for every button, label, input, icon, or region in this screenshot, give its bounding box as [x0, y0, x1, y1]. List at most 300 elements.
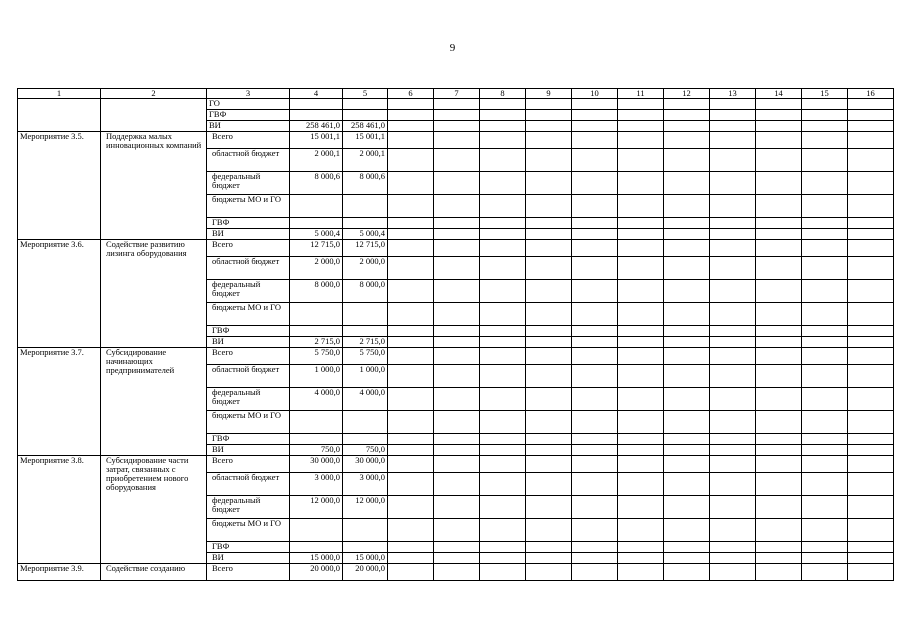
funding-source-cell: ВИ	[207, 553, 290, 564]
empty-cell	[526, 326, 572, 337]
funding-source-cell: ВИ	[207, 445, 290, 456]
empty-cell	[618, 411, 664, 434]
value-cell-col5	[343, 195, 388, 218]
funding-source-cell: областной бюджет	[207, 149, 290, 172]
header-cell: 14	[756, 89, 802, 99]
empty-cell	[572, 519, 618, 542]
empty-cell	[526, 542, 572, 553]
empty-cell	[802, 99, 848, 110]
empty-cell	[480, 337, 526, 348]
empty-cell	[572, 326, 618, 337]
value-cell-col5	[343, 326, 388, 337]
empty-cell	[664, 303, 710, 326]
funding-source-cell: бюджеты МО и ГО	[207, 303, 290, 326]
empty-cell	[480, 542, 526, 553]
empty-cell	[710, 434, 756, 445]
table-row	[18, 348, 894, 365]
funding-source-cell: федеральный бюджет	[207, 496, 290, 519]
empty-cell	[664, 365, 710, 388]
empty-cell	[664, 149, 710, 172]
funding-source-cell: ГВФ	[207, 434, 290, 445]
empty-cell	[756, 388, 802, 411]
empty-cell	[710, 445, 756, 456]
empty-cell	[526, 195, 572, 218]
empty-cell	[480, 434, 526, 445]
empty-cell	[848, 365, 894, 388]
empty-cell	[710, 303, 756, 326]
empty-cell	[526, 388, 572, 411]
empty-cell	[664, 280, 710, 303]
empty-cell	[756, 149, 802, 172]
empty-cell	[756, 445, 802, 456]
measure-name-cell: Субсидирование начинающих предпринимателей	[101, 348, 207, 456]
empty-cell	[434, 229, 480, 240]
value-cell-col5: 2 715,0	[343, 337, 388, 348]
empty-cell	[618, 240, 664, 257]
empty-cell	[664, 132, 710, 149]
value-cell-col5: 750,0	[343, 445, 388, 456]
empty-cell	[434, 553, 480, 564]
funding-source-cell: Всего	[207, 348, 290, 365]
empty-cell	[480, 365, 526, 388]
empty-cell	[710, 121, 756, 132]
empty-cell	[664, 519, 710, 542]
empty-cell	[802, 257, 848, 280]
empty-cell	[664, 411, 710, 434]
empty-cell	[756, 99, 802, 110]
value-cell-col5	[343, 218, 388, 229]
empty-cell	[802, 326, 848, 337]
empty-cell	[572, 434, 618, 445]
empty-cell	[434, 149, 480, 172]
empty-cell	[848, 411, 894, 434]
empty-cell	[388, 172, 434, 195]
empty-cell	[388, 496, 434, 519]
empty-cell	[802, 172, 848, 195]
empty-cell	[756, 257, 802, 280]
empty-cell	[756, 195, 802, 218]
header-cell: 10	[572, 89, 618, 99]
empty-cell	[710, 326, 756, 337]
measure-name-cell: Содействие созданию	[101, 564, 207, 581]
value-cell-col4: 8 000,6	[290, 172, 343, 195]
empty-cell	[572, 99, 618, 110]
empty-cell	[802, 542, 848, 553]
empty-cell	[802, 348, 848, 365]
empty-cell	[664, 456, 710, 473]
empty-cell	[526, 229, 572, 240]
empty-cell	[664, 326, 710, 337]
empty-cell	[526, 411, 572, 434]
empty-cell	[710, 496, 756, 519]
empty-cell	[618, 229, 664, 240]
empty-cell	[618, 99, 664, 110]
value-cell-col4: 15 000,0	[290, 553, 343, 564]
header-cell: 8	[480, 89, 526, 99]
empty-cell	[802, 564, 848, 581]
empty-cell	[388, 456, 434, 473]
empty-cell	[802, 218, 848, 229]
page-number: 9	[449, 42, 456, 54]
empty-cell	[388, 411, 434, 434]
empty-cell	[756, 240, 802, 257]
empty-cell	[848, 388, 894, 411]
empty-cell	[480, 326, 526, 337]
table-body	[18, 89, 894, 581]
value-cell-col4: 12 715,0	[290, 240, 343, 257]
empty-cell	[756, 348, 802, 365]
empty-cell	[388, 519, 434, 542]
empty-cell	[388, 326, 434, 337]
measure-name-cell: Содействие развитию лизинга оборудования	[101, 240, 207, 348]
empty-cell	[434, 99, 480, 110]
empty-cell	[664, 172, 710, 195]
table-row	[18, 564, 894, 581]
empty-cell	[756, 121, 802, 132]
empty-cell	[526, 303, 572, 326]
value-cell-col4: 5 750,0	[290, 348, 343, 365]
empty-cell	[802, 388, 848, 411]
empty-cell	[526, 337, 572, 348]
empty-cell	[802, 110, 848, 121]
empty-cell	[618, 445, 664, 456]
empty-cell	[434, 280, 480, 303]
value-cell-col4: 2 000,1	[290, 149, 343, 172]
empty-cell	[756, 218, 802, 229]
empty-cell	[526, 172, 572, 195]
empty-cell	[618, 519, 664, 542]
empty-cell	[480, 456, 526, 473]
empty-cell	[480, 496, 526, 519]
funding-source-cell: ГВФ	[207, 218, 290, 229]
empty-cell	[480, 172, 526, 195]
empty-cell	[848, 542, 894, 553]
measure-id-cell: Мероприятие 3.6.	[18, 240, 101, 348]
measure-id-cell: Мероприятие 3.5.	[18, 132, 101, 240]
empty-cell	[480, 257, 526, 280]
empty-cell	[388, 257, 434, 280]
value-cell-col4: 8 000,0	[290, 280, 343, 303]
empty-cell	[802, 280, 848, 303]
empty-cell	[572, 564, 618, 581]
empty-cell	[526, 110, 572, 121]
empty-cell	[756, 553, 802, 564]
empty-cell	[480, 149, 526, 172]
empty-cell	[480, 303, 526, 326]
header-cell: 16	[848, 89, 894, 99]
measure-id-cell: Мероприятие 3.7.	[18, 348, 101, 456]
empty-cell	[756, 434, 802, 445]
empty-cell	[802, 456, 848, 473]
funding-source-cell: ГВФ	[207, 326, 290, 337]
empty-cell	[756, 229, 802, 240]
empty-cell	[434, 195, 480, 218]
header-cell: 7	[434, 89, 480, 99]
empty-cell	[388, 303, 434, 326]
empty-cell	[434, 365, 480, 388]
empty-cell	[480, 229, 526, 240]
header-cell: 15	[802, 89, 848, 99]
empty-cell	[848, 121, 894, 132]
empty-cell	[618, 257, 664, 280]
empty-cell	[434, 326, 480, 337]
empty-cell	[434, 411, 480, 434]
empty-cell	[388, 240, 434, 257]
empty-cell	[710, 240, 756, 257]
empty-cell	[848, 110, 894, 121]
value-cell-col5: 5 000,4	[343, 229, 388, 240]
funding-source-cell: бюджеты МО и ГО	[207, 411, 290, 434]
empty-cell	[710, 195, 756, 218]
empty-cell	[710, 456, 756, 473]
header-cell: 6	[388, 89, 434, 99]
empty-cell	[756, 564, 802, 581]
empty-cell	[756, 280, 802, 303]
empty-cell	[756, 473, 802, 496]
empty-cell	[480, 218, 526, 229]
empty-cell	[480, 445, 526, 456]
empty-cell	[618, 434, 664, 445]
funding-source-cell: федеральный бюджет	[207, 280, 290, 303]
empty-cell	[388, 99, 434, 110]
value-cell-col5	[343, 411, 388, 434]
empty-cell	[664, 553, 710, 564]
empty-cell	[618, 337, 664, 348]
funding-source-cell: ВИ	[207, 229, 290, 240]
empty-cell	[434, 218, 480, 229]
empty-cell	[664, 240, 710, 257]
funding-source-cell: областной бюджет	[207, 473, 290, 496]
empty-cell	[802, 365, 848, 388]
empty-cell	[388, 229, 434, 240]
value-cell-col4: 5 000,4	[290, 229, 343, 240]
funding-source-cell: Всего	[207, 132, 290, 149]
empty-cell	[710, 564, 756, 581]
empty-cell	[572, 456, 618, 473]
value-cell-col5	[343, 434, 388, 445]
value-cell-col5: 5 750,0	[343, 348, 388, 365]
empty-cell	[572, 257, 618, 280]
value-cell-col4	[290, 110, 343, 121]
value-cell-col4: 2 000,0	[290, 257, 343, 280]
empty-cell	[526, 456, 572, 473]
value-cell-col4	[290, 99, 343, 110]
empty-cell	[388, 195, 434, 218]
empty-cell	[710, 337, 756, 348]
funding-source-cell: федеральный бюджет	[207, 388, 290, 411]
empty-cell	[480, 348, 526, 365]
funding-source-cell: ГО	[207, 99, 290, 110]
measure-name-cell	[101, 99, 207, 132]
empty-cell	[664, 218, 710, 229]
empty-cell	[388, 473, 434, 496]
value-cell-col4: 15 001,1	[290, 132, 343, 149]
empty-cell	[756, 326, 802, 337]
empty-cell	[618, 132, 664, 149]
table-row	[18, 132, 894, 149]
empty-cell	[664, 496, 710, 519]
empty-cell	[710, 132, 756, 149]
value-cell-col4	[290, 218, 343, 229]
empty-cell	[618, 172, 664, 195]
empty-cell	[526, 257, 572, 280]
empty-cell	[388, 564, 434, 581]
value-cell-col5: 258 461,0	[343, 121, 388, 132]
empty-cell	[802, 473, 848, 496]
empty-cell	[388, 388, 434, 411]
header-row	[18, 89, 894, 99]
empty-cell	[480, 473, 526, 496]
empty-cell	[710, 473, 756, 496]
empty-cell	[756, 110, 802, 121]
empty-cell	[710, 542, 756, 553]
empty-cell	[572, 218, 618, 229]
empty-cell	[664, 348, 710, 365]
value-cell-col4	[290, 542, 343, 553]
empty-cell	[388, 337, 434, 348]
empty-cell	[618, 456, 664, 473]
funding-source-cell: федеральный бюджет	[207, 172, 290, 195]
value-cell-col4: 258 461,0	[290, 121, 343, 132]
empty-cell	[526, 149, 572, 172]
funding-source-cell: областной бюджет	[207, 257, 290, 280]
empty-cell	[572, 172, 618, 195]
value-cell-col4: 750,0	[290, 445, 343, 456]
funding-source-cell: ВИ	[207, 121, 290, 132]
empty-cell	[572, 132, 618, 149]
value-cell-col5	[343, 519, 388, 542]
empty-cell	[526, 445, 572, 456]
funding-source-cell: бюджеты МО и ГО	[207, 195, 290, 218]
empty-cell	[388, 434, 434, 445]
empty-cell	[434, 121, 480, 132]
value-cell-col5: 4 000,0	[343, 388, 388, 411]
empty-cell	[710, 257, 756, 280]
empty-cell	[526, 132, 572, 149]
funding-source-cell: бюджеты МО и ГО	[207, 519, 290, 542]
empty-cell	[434, 303, 480, 326]
value-cell-col4	[290, 303, 343, 326]
empty-cell	[388, 445, 434, 456]
empty-cell	[664, 110, 710, 121]
empty-cell	[848, 149, 894, 172]
empty-cell	[848, 445, 894, 456]
header-cell: 4	[290, 89, 343, 99]
empty-cell	[480, 388, 526, 411]
empty-cell	[526, 519, 572, 542]
empty-cell	[756, 303, 802, 326]
empty-cell	[756, 519, 802, 542]
empty-cell	[710, 348, 756, 365]
empty-cell	[618, 542, 664, 553]
empty-cell	[848, 257, 894, 280]
empty-cell	[434, 473, 480, 496]
empty-cell	[664, 445, 710, 456]
empty-cell	[618, 303, 664, 326]
empty-cell	[434, 240, 480, 257]
measure-name-cell: Субсидирование части затрат, связанных с приобретением нового оборудования	[101, 456, 207, 564]
empty-cell	[848, 553, 894, 564]
empty-cell	[572, 445, 618, 456]
empty-cell	[434, 132, 480, 149]
empty-cell	[572, 149, 618, 172]
empty-cell	[848, 434, 894, 445]
empty-cell	[710, 280, 756, 303]
value-cell-col4: 12 000,0	[290, 496, 343, 519]
empty-cell	[618, 553, 664, 564]
empty-cell	[848, 326, 894, 337]
empty-cell	[480, 121, 526, 132]
empty-cell	[848, 456, 894, 473]
empty-cell	[618, 121, 664, 132]
value-cell-col5: 2 000,1	[343, 149, 388, 172]
empty-cell	[848, 303, 894, 326]
empty-cell	[664, 388, 710, 411]
empty-cell	[802, 434, 848, 445]
empty-cell	[756, 132, 802, 149]
empty-cell	[434, 388, 480, 411]
value-cell-col5: 8 000,6	[343, 172, 388, 195]
table-row	[18, 240, 894, 257]
empty-cell	[802, 240, 848, 257]
empty-cell	[480, 132, 526, 149]
empty-cell	[802, 337, 848, 348]
empty-cell	[802, 132, 848, 149]
empty-cell	[526, 365, 572, 388]
empty-cell	[710, 388, 756, 411]
value-cell-col5: 15 001,1	[343, 132, 388, 149]
empty-cell	[526, 473, 572, 496]
empty-cell	[618, 388, 664, 411]
empty-cell	[664, 473, 710, 496]
value-cell-col4: 4 000,0	[290, 388, 343, 411]
empty-cell	[802, 445, 848, 456]
empty-cell	[710, 365, 756, 388]
empty-cell	[756, 172, 802, 195]
empty-cell	[434, 564, 480, 581]
empty-cell	[572, 121, 618, 132]
empty-cell	[848, 564, 894, 581]
empty-cell	[802, 121, 848, 132]
value-cell-col4: 3 000,0	[290, 473, 343, 496]
funding-source-cell: ВИ	[207, 337, 290, 348]
empty-cell	[756, 456, 802, 473]
value-cell-col5: 2 000,0	[343, 257, 388, 280]
empty-cell	[848, 348, 894, 365]
empty-cell	[848, 280, 894, 303]
value-cell-col5	[343, 303, 388, 326]
measure-name-cell: Поддержка малых инновационных компаний	[101, 132, 207, 240]
empty-cell	[848, 337, 894, 348]
header-cell: 2	[101, 89, 207, 99]
empty-cell	[526, 348, 572, 365]
empty-cell	[802, 496, 848, 519]
funding-source-cell: областной бюджет	[207, 365, 290, 388]
empty-cell	[526, 564, 572, 581]
empty-cell	[526, 553, 572, 564]
empty-cell	[388, 553, 434, 564]
value-cell-col4	[290, 195, 343, 218]
funding-source-cell: Всего	[207, 564, 290, 581]
header-cell: 5	[343, 89, 388, 99]
empty-cell	[480, 280, 526, 303]
empty-cell	[710, 411, 756, 434]
empty-cell	[710, 172, 756, 195]
empty-cell	[802, 519, 848, 542]
empty-cell	[572, 110, 618, 121]
empty-cell	[526, 496, 572, 519]
empty-cell	[388, 348, 434, 365]
